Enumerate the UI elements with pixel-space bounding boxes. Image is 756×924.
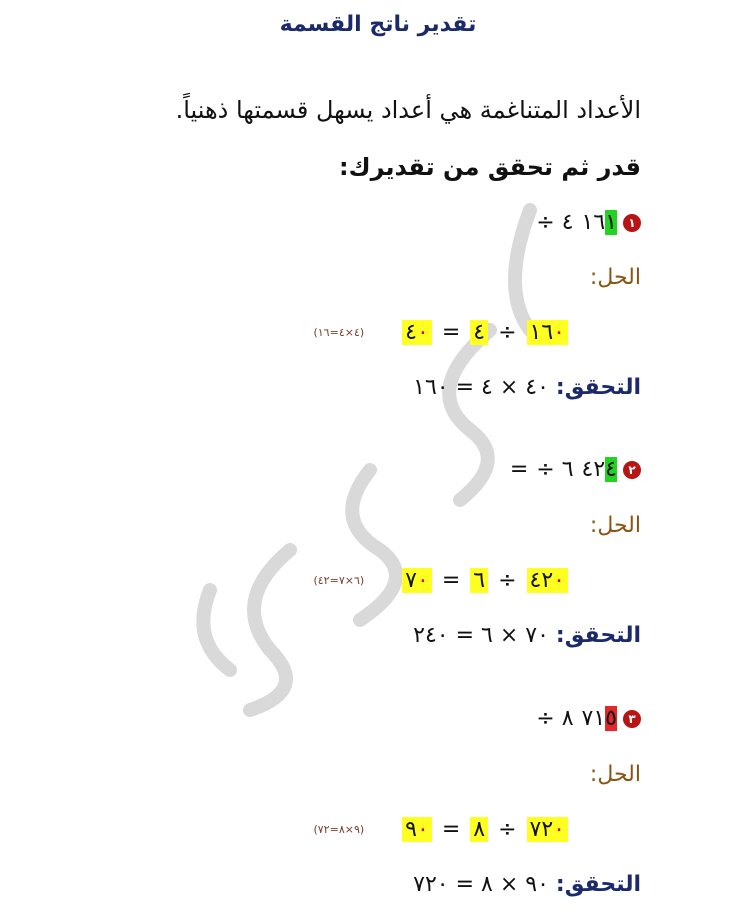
instruction-text: قدر ثم تحقق من تقديرك: bbox=[338, 153, 641, 181]
problem-1-divisor: ÷ ٤ bbox=[536, 210, 574, 235]
estimate-2-dividend: ٤٢٠ bbox=[527, 568, 568, 593]
solution-label-1: الحل: bbox=[589, 265, 641, 290]
fact-note-1: (٤×٤=١٦) bbox=[313, 326, 365, 339]
check-1 bbox=[413, 375, 641, 400]
problem-2-dividend-highlight: ٤ bbox=[605, 457, 617, 482]
check-3 bbox=[413, 872, 641, 897]
intro-text: الأعداد المتناغمة هي أعداد يسهل قسمتها ذهنياً. bbox=[175, 96, 641, 124]
problem-2-dividend-rest: ٤٢ bbox=[581, 457, 606, 482]
problem-3-dividend-highlight: ٥ bbox=[605, 706, 617, 731]
estimate-2-divisor: ٦ bbox=[470, 568, 488, 593]
fact-note-3: (٩×٨=٧٢) bbox=[313, 823, 365, 836]
estimate-2-quotient: ٧٠ bbox=[402, 568, 432, 593]
problem-2-equals: = bbox=[509, 457, 529, 482]
check-2 bbox=[413, 623, 641, 648]
solution-label-2: الحل: bbox=[589, 513, 641, 538]
problem-2 bbox=[510, 457, 641, 482]
estimate-1-divisor: ٤ bbox=[470, 320, 488, 345]
fact-note-2: (٦×٧=٤٢) bbox=[313, 574, 365, 587]
problem-1-dividend-rest: ١٦ bbox=[581, 210, 606, 235]
problem-3-dividend-rest: ٧١ bbox=[581, 706, 606, 731]
problem-3-divisor: ÷ ٨ bbox=[536, 706, 574, 731]
estimate-1: (٤×٤=١٦) ٤٠ = ٤ ÷ ١٦٠ bbox=[313, 320, 568, 345]
check-label-1: التحقق: bbox=[555, 375, 641, 400]
problem-2-divisor: ÷ ٦ bbox=[536, 457, 574, 482]
problem-2-badge: ٢ bbox=[623, 461, 641, 479]
problem-1 bbox=[536, 210, 641, 235]
estimate-3-dividend: ٧٢٠ bbox=[527, 817, 568, 842]
estimate-2: (٦×٧=٤٢) ٧٠ = ٦ ÷ ٤٢٠ bbox=[313, 568, 568, 593]
check-label-3: التحقق: bbox=[555, 872, 641, 897]
check-equation-1: ٤٠ × ٤ = ١٦٠ bbox=[413, 375, 549, 400]
estimate-3-divisor: ٨ bbox=[470, 817, 488, 842]
estimate-3: (٩×٨=٧٢) ٩٠ = ٨ ÷ ٧٢٠ bbox=[313, 817, 568, 842]
estimate-1-quotient: ٤٠ bbox=[402, 320, 432, 345]
check-equation-2: ٧٠ × ٦ = ٢٤٠ bbox=[413, 623, 549, 648]
problem-3-badge: ٣ bbox=[623, 710, 641, 728]
problem-1-badge: ١ bbox=[623, 214, 641, 232]
problem-1-dividend-highlight: ١ bbox=[605, 210, 617, 235]
check-equation-3: ٩٠ × ٨ = ٧٢٠ bbox=[413, 872, 549, 897]
estimate-1-dividend: ١٦٠ bbox=[527, 320, 568, 345]
solution-label-3: الحل: bbox=[589, 762, 641, 787]
estimate-3-quotient: ٩٠ bbox=[402, 817, 432, 842]
problem-3 bbox=[536, 706, 641, 731]
page-title: تقدير ناتج القسمة bbox=[279, 12, 477, 37]
check-label-2: التحقق: bbox=[555, 623, 641, 648]
